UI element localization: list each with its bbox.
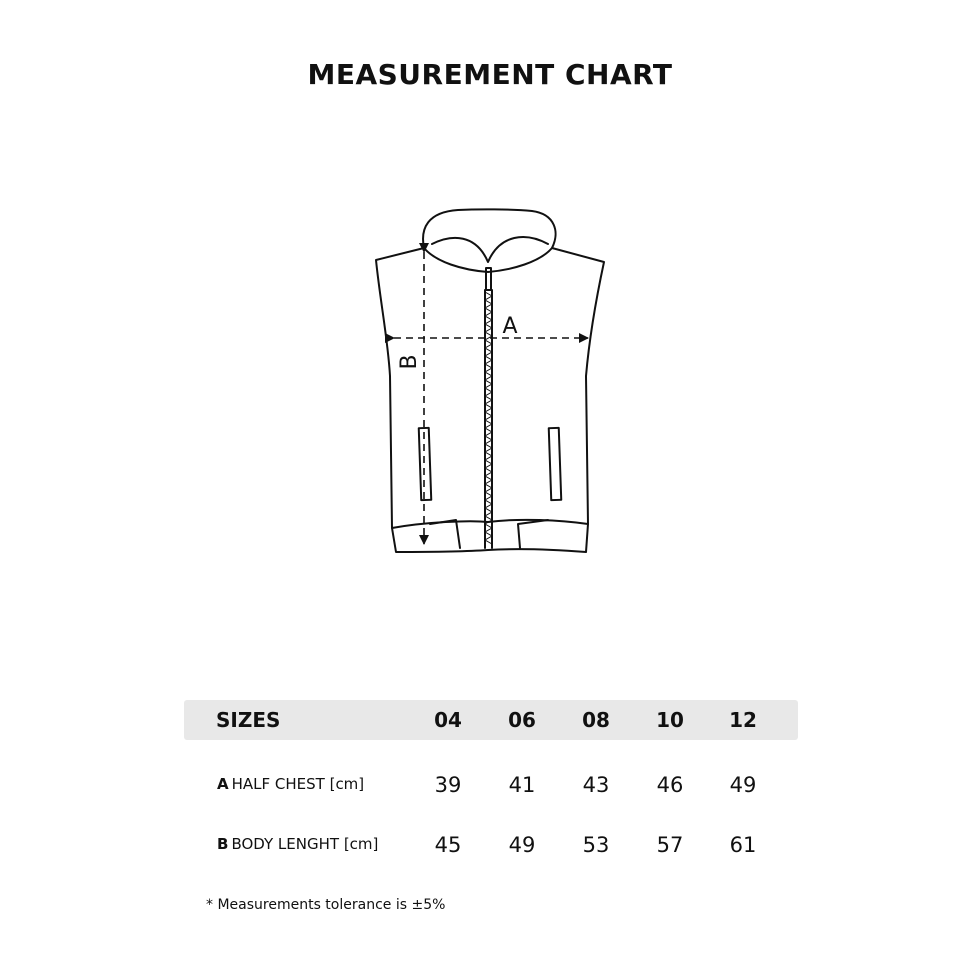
collar-inner [432,237,548,262]
table-cell: 46 [656,773,684,797]
size-header-cell: 06 [508,708,536,732]
row-letter: B [217,835,229,853]
pocket-right [549,428,562,500]
size-header-cell: 04 [434,708,462,732]
size-header-cell: 08 [582,708,610,732]
tolerance-note: * Measurements tolerance is ±5% [206,897,446,913]
measure-a-label: A [502,314,518,339]
table-row [184,827,798,867]
size-header-cell: 10 [656,708,684,732]
table-cell: 43 [582,773,610,797]
table-cell: 49 [729,773,757,797]
row-label-text: HALF CHEST [cm] [231,775,365,793]
table-header-row [184,700,798,740]
measure-b-label: B [397,354,422,370]
table-cell: 45 [434,833,462,857]
page-title: MEASUREMENT CHART [307,58,673,91]
table-cell: 41 [508,773,536,797]
table-cell: 39 [434,773,462,797]
row-label-text: BODY LENGHT [cm] [231,835,379,853]
table-cell: 53 [582,833,610,857]
row-label [217,775,364,793]
sizes-header: SIZES [216,708,281,732]
row-letter: A [217,775,229,793]
table-row [184,767,798,807]
table-cell: 61 [729,833,757,857]
pocket-left [419,428,432,500]
row-label [217,835,378,853]
table-cell: 57 [656,833,684,857]
table-cell: 49 [508,833,536,857]
size-header-cell: 12 [729,708,757,732]
hem-band [392,524,588,552]
